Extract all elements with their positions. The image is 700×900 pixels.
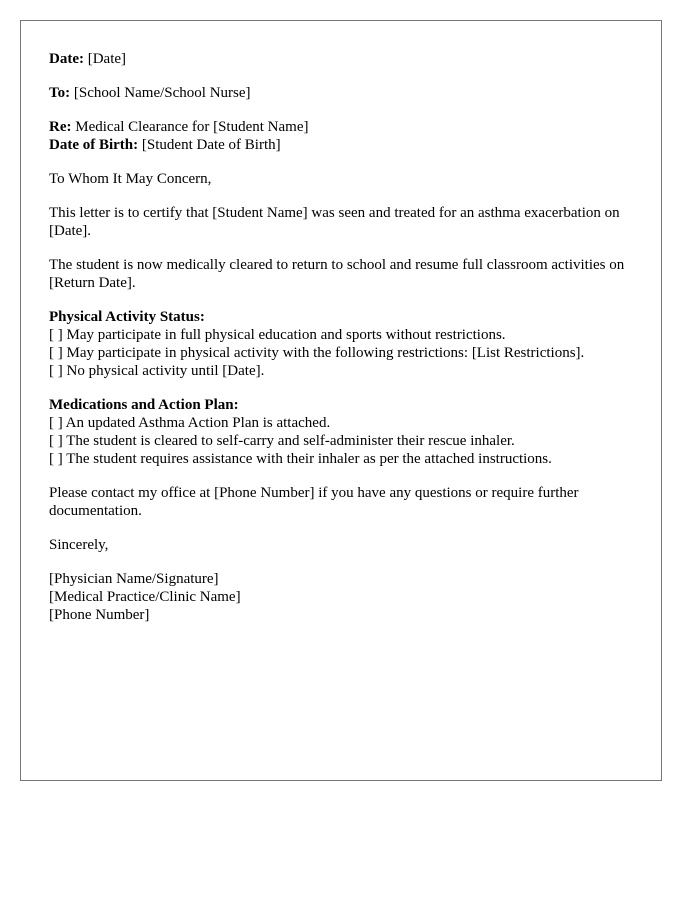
to-label: To: [49,85,71,101]
certification-paragraph: This letter is to certify that [Student Name] was seen and treated for an asthma exacerbation on [Date]. [49,205,620,239]
closing: Sincerely, [49,537,109,553]
recipient-line [49,84,633,102]
activity-section [49,308,633,380]
physician-name: [Physician Name/Signature] [49,571,219,587]
medication-item: [ ] The student requires assistance with their inhaler as per the attached instructions. [49,451,552,467]
medication-section [49,396,633,468]
clearance-letter [20,20,662,781]
activity-heading: Physical Activity Status: [49,309,205,325]
phone-number: [Phone Number] [49,607,150,623]
to-value: [School Name/School Nurse] [73,85,251,101]
date-label: Date: [49,51,84,67]
activity-item: [ ] No physical activity until [Date]. [49,363,265,379]
contact-paragraph: Please contact my office at [Phone Number] if you have any questions or require further documentation. [49,485,579,519]
dob-label: Date of Birth: [49,137,139,153]
practice-name: [Medical Practice/Clinic Name] [49,589,241,605]
signature-block [49,570,633,624]
activity-item: [ ] May participate in full physical education and sports without restrictions. [49,327,506,343]
subject-line [49,118,633,136]
medication-heading: Medications and Action Plan: [49,397,239,413]
date-value: [Date] [87,51,127,67]
activity-item: [ ] May participate in physical activity with the following restrictions: [List Restrictions]. [49,345,585,361]
subject-block [49,118,633,154]
clearance-paragraph: The student is now medically cleared to return to school and resume full classroom activities on [Return Date]. [49,257,625,291]
salutation: To Whom It May Concern, [49,171,212,187]
medication-item: [ ] An updated Asthma Action Plan is attached. [49,415,331,431]
dob-value: [Student Date of Birth] [141,137,281,153]
medication-item: [ ] The student is cleared to self-carry and self-administer their rescue inhaler. [49,433,515,449]
re-value: Medical Clearance for [Student Name] [75,119,309,135]
date-line [49,50,633,68]
dob-line [49,136,633,154]
re-label: Re: [49,119,72,135]
